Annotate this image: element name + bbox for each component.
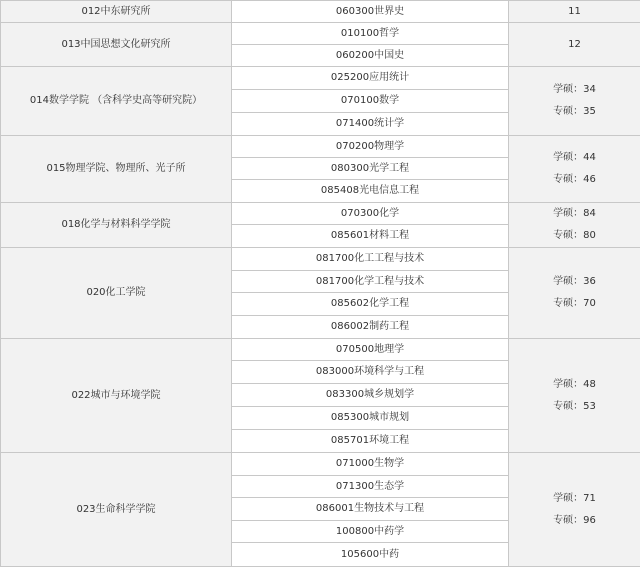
school-cell: 014数学学院 （含科学史高等研究院）: [1, 67, 232, 136]
school-cell: 020化工学院: [1, 248, 232, 339]
quota-cell: 12: [509, 23, 640, 67]
school-cell: 018化学与材料科学学院: [1, 203, 232, 248]
quota-cell: [509, 203, 640, 248]
major-cell: 083300城乡规划学: [232, 384, 509, 407]
quota-cell: [509, 339, 640, 453]
major-cell: 025200应用统计: [232, 67, 509, 90]
table-row: [1, 1, 640, 23]
quota-academic: 学硕：36: [553, 276, 596, 287]
table-row: [1, 136, 640, 158]
school-cell: 023生命科学学院: [1, 453, 232, 567]
table-row: [1, 453, 640, 476]
major-cell: 071400统计学: [232, 113, 509, 136]
major-cell: 081700化学工程与技术: [232, 271, 509, 293]
quota-cell: [509, 248, 640, 339]
table-row: [1, 339, 640, 361]
major-cell: 070300化学: [232, 203, 509, 225]
table-row: [1, 67, 640, 90]
quota-cell: [509, 453, 640, 567]
quota-cell: 11: [509, 1, 640, 23]
major-cell: 070200物理学: [232, 136, 509, 158]
major-cell: 071300生态学: [232, 476, 509, 498]
quota-academic: 学硕：44: [553, 152, 596, 163]
school-cell: 015物理学院、物理所、光子所: [1, 136, 232, 203]
major-cell: 100800中药学: [232, 521, 509, 543]
school-cell: 013中国思想文化研究所: [1, 23, 232, 67]
quota-professional: 专硕：70: [553, 298, 596, 309]
major-cell: 086001生物技术与工程: [232, 498, 509, 521]
enrollment-table-body: [1, 1, 640, 567]
table-row: [1, 248, 640, 271]
school-cell: 022城市与环境学院: [1, 339, 232, 453]
major-cell: 085701环境工程: [232, 430, 509, 453]
major-cell: 070100数学: [232, 90, 509, 113]
table-row: [1, 23, 640, 45]
major-cell: 070500地理学: [232, 339, 509, 361]
major-cell: 085602化学工程: [232, 293, 509, 316]
major-cell: 060200中国史: [232, 45, 509, 67]
quota-professional: 专硕：46: [553, 174, 596, 185]
major-cell: 081700化工工程与技术: [232, 248, 509, 271]
quota-cell: [509, 136, 640, 203]
quota-cell: [509, 67, 640, 136]
quota-professional: 专硕：53: [553, 400, 596, 412]
quota-academic: 学硕：84: [553, 208, 596, 219]
major-cell: 085601材料工程: [232, 225, 509, 248]
major-cell: 085300城市规划: [232, 407, 509, 430]
major-cell: 105600中药: [232, 543, 509, 567]
quota-professional: 专硕：35: [553, 106, 596, 117]
school-cell: 012中东研究所: [1, 1, 232, 23]
major-cell: 071000生物学: [232, 453, 509, 476]
major-cell: 083000环境科学与工程: [232, 361, 509, 384]
quota-professional: 专硕：96: [553, 514, 596, 526]
major-cell: 010100哲学: [232, 23, 509, 45]
major-cell: 085408光电信息工程: [232, 180, 509, 203]
quota-academic: 学硕：71: [553, 492, 596, 504]
quota-academic: 学硕：34: [553, 84, 596, 95]
major-cell: 086002制药工程: [232, 316, 509, 339]
quota-professional: 专硕：80: [553, 230, 596, 241]
major-cell: 080300光学工程: [232, 158, 509, 180]
quota-academic: 学硕：48: [553, 378, 596, 390]
table-row: [1, 203, 640, 225]
major-cell: 060300世界史: [232, 1, 509, 23]
